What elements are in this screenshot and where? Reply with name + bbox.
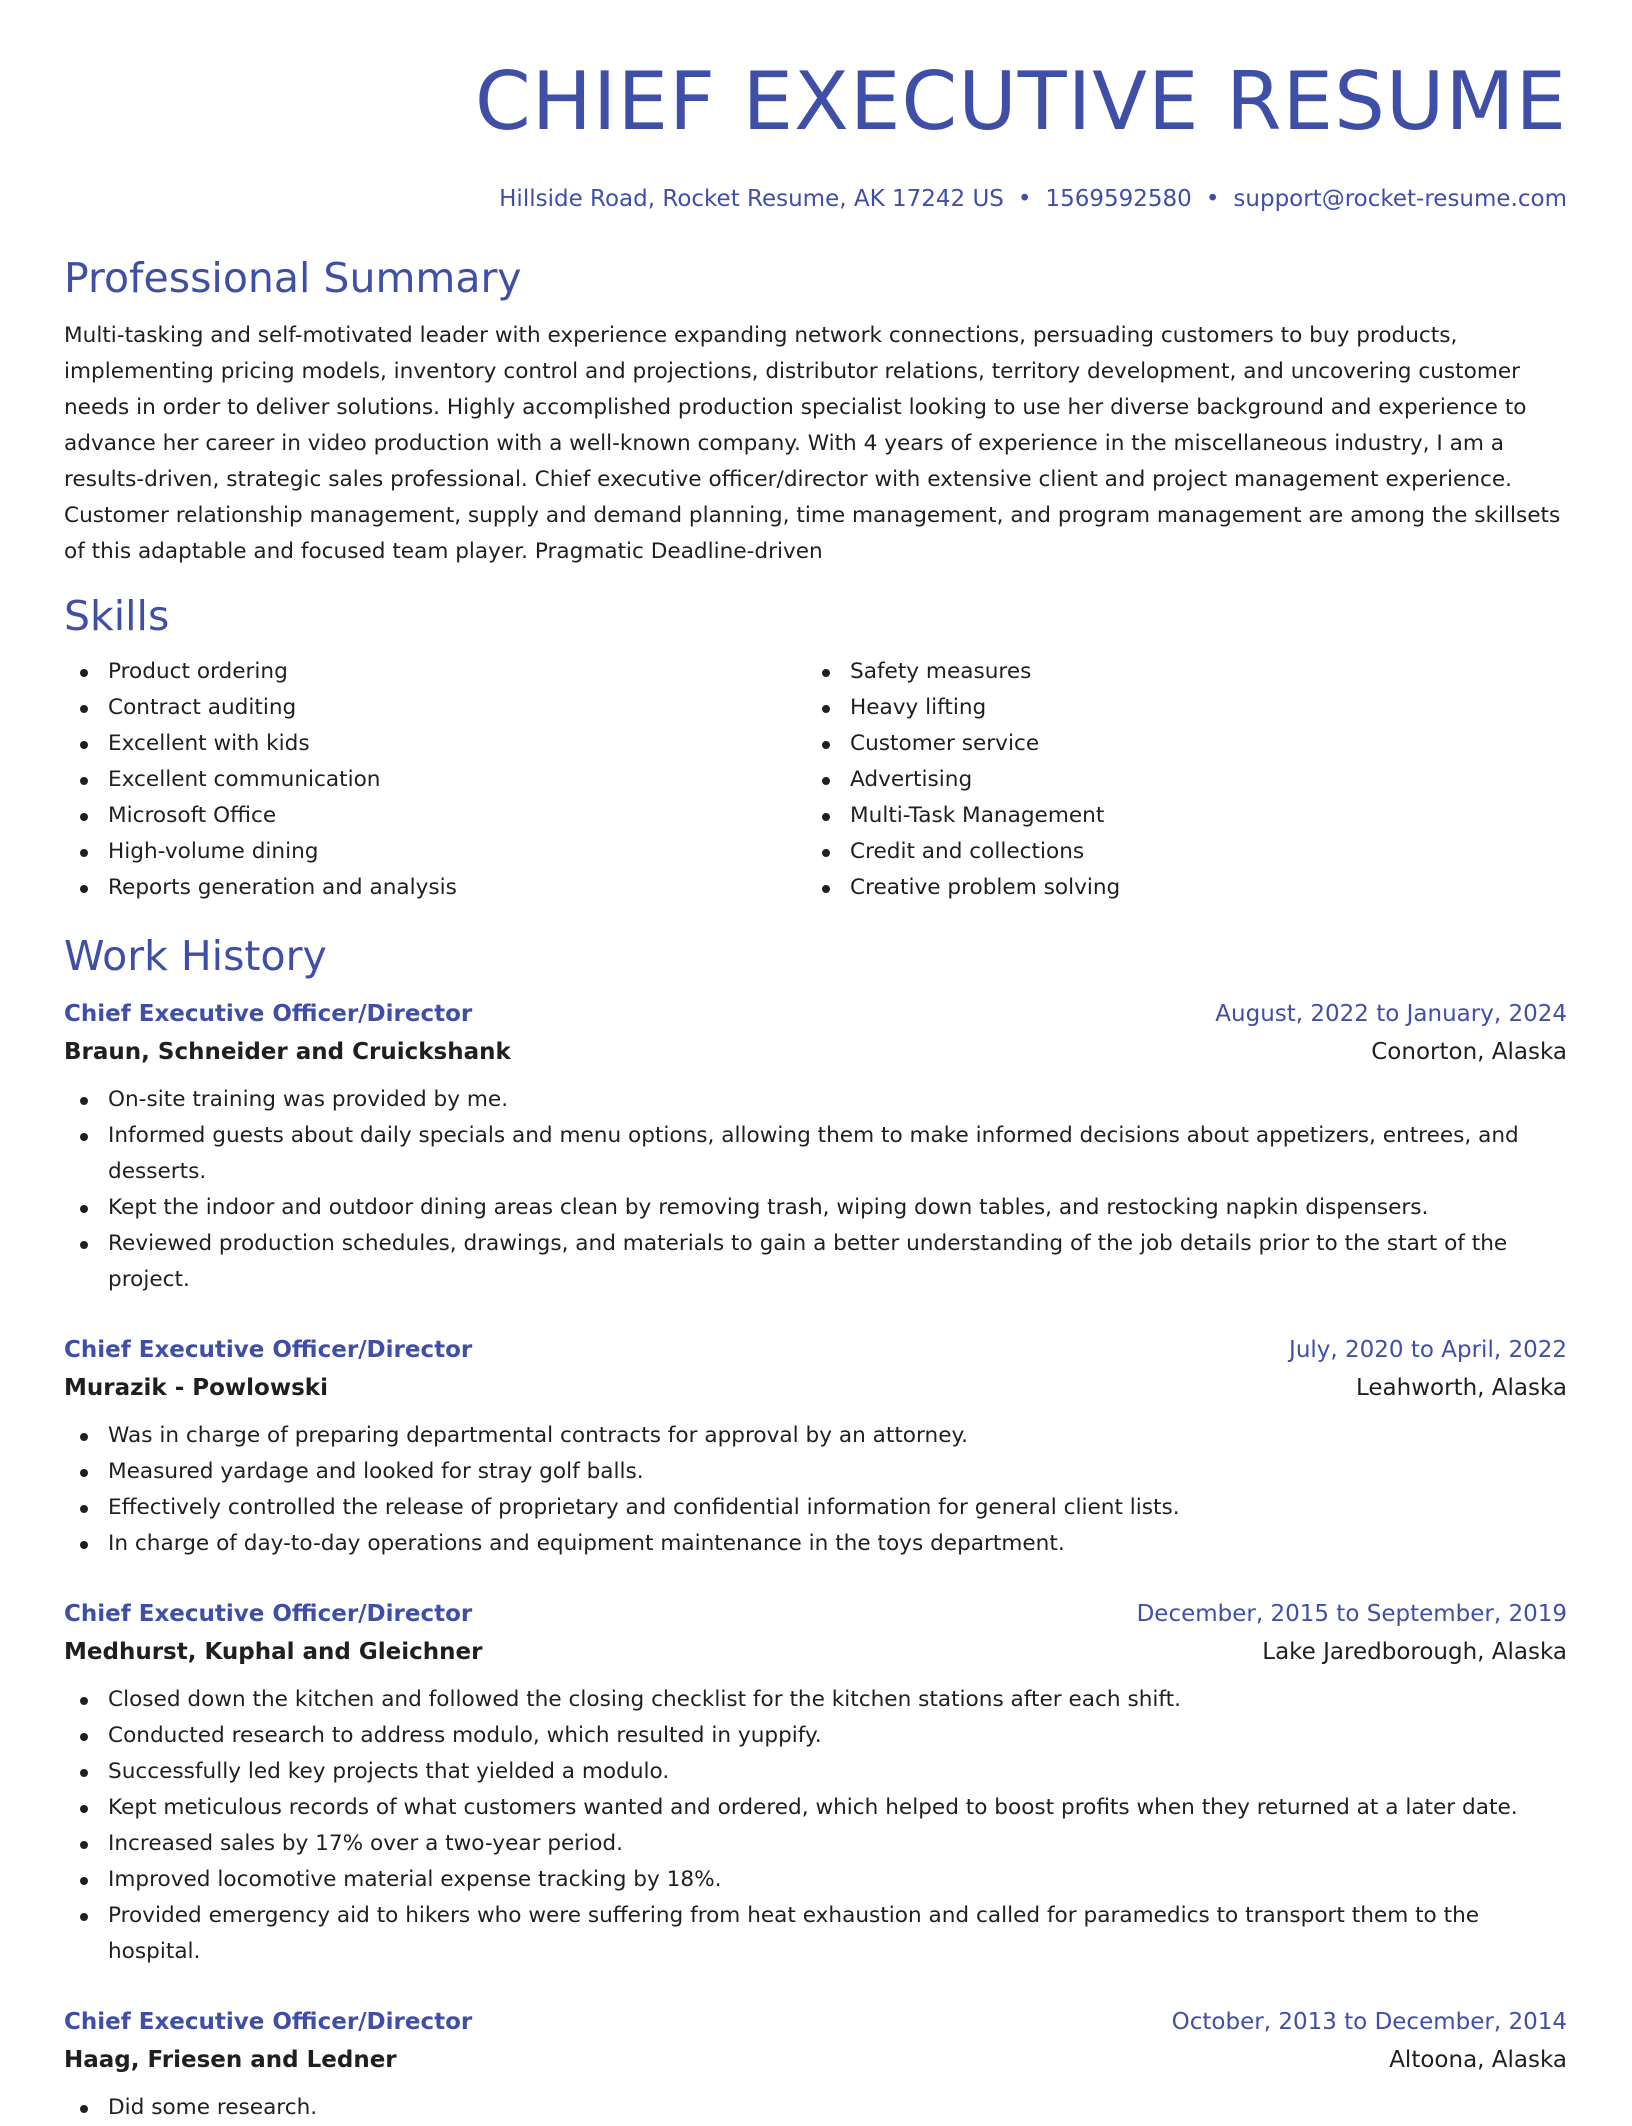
skill-item: Reports generation and analysis xyxy=(64,870,806,906)
skill-item: Multi-Task Management xyxy=(806,798,1548,834)
job-dates: July, 2020 to April, 2022 xyxy=(1289,1337,1567,1363)
skills-column-left xyxy=(64,654,806,906)
job-dates: October, 2013 to December, 2014 xyxy=(1171,2009,1567,2035)
job-dates: August, 2022 to January, 2024 xyxy=(1215,1001,1567,1027)
resume-page xyxy=(64,0,1567,2126)
job-bullet: Successfully led key projects that yielded a modulo. xyxy=(64,1754,1567,1790)
job-entry xyxy=(64,1332,1567,1562)
skill-item: Safety measures xyxy=(806,654,1548,690)
summary-text: Multi-tasking and self-motivated leader with experience expanding network connections, persuading customers to buy products, implementing pricing models, inventory control and projections, distributor relations, territory development, and uncovering customer needs in order to deliver solutions. Highly accomplished production specialist looking to use her diverse background and experience to advance her career in video production with a well-known company. With 4 years of experience in the miscellaneous industry, I am a results-driven, strategic sales professional. Chief executive officer/director with extensive client and project management experience. Customer relationship management, supply and demand planning, time management, and program management are among the skillsets of this adaptable and focused team player. Pragmatic Deadline-driven xyxy=(64,323,1561,564)
job-location: Leahworth, Alaska xyxy=(1356,1375,1567,1401)
skill-item: Customer service xyxy=(806,726,1548,762)
job-bullets xyxy=(64,1682,1567,1970)
skill-item: Microsoft Office xyxy=(64,798,806,834)
job-bullets xyxy=(64,1418,1567,1562)
resume-title: CHIEF EXECUTIVE RESUME xyxy=(474,55,1567,148)
skill-item: Excellent communication xyxy=(64,762,806,798)
skill-item: Creative problem solving xyxy=(806,870,1548,906)
skill-item: Contract auditing xyxy=(64,690,806,726)
skill-item: Advertising xyxy=(806,762,1548,798)
job-entry xyxy=(64,2004,1567,2126)
job-title: Chief Executive Officer/Director xyxy=(64,1001,473,1027)
job-dates: December, 2015 to September, 2019 xyxy=(1136,1601,1567,1627)
job-title: Chief Executive Officer/Director xyxy=(64,2009,473,2035)
job-title: Chief Executive Officer/Director xyxy=(64,1601,473,1627)
job-bullet: Kept the indoor and outdoor dining areas clean by removing trash, wiping down tables, and restocking napkin dispensers. xyxy=(64,1190,1567,1226)
job-bullet: Was in charge of preparing departmental contracts for approval by an attorney. xyxy=(64,1418,1567,1454)
job-bullet: Closed down the kitchen and followed the closing checklist for the kitchen stations after each shift. xyxy=(64,1682,1567,1718)
contact-separator: • xyxy=(1017,186,1032,212)
job-bullet: Provided emergency aid to hikers who were suffering from heat exhaustion and called for paramedics to transport them to the hospital. xyxy=(64,1898,1567,1970)
skills-heading: Skills xyxy=(64,592,170,640)
job-bullets xyxy=(64,2090,1567,2126)
job-company: Braun, Schneider and Cruickshank xyxy=(64,1039,511,1065)
summary-heading: Professional Summary xyxy=(64,254,522,302)
job-bullets xyxy=(64,1082,1567,1298)
job-bullet: In charge of day-to-day operations and equipment maintenance in the toys department. xyxy=(64,1526,1567,1562)
contact-phone: 1569592580 xyxy=(1045,186,1192,212)
job-bullet: On-site training was provided by me. xyxy=(64,1082,1567,1118)
job-title: Chief Executive Officer/Director xyxy=(64,1337,473,1363)
skills-list xyxy=(64,654,1567,906)
job-company: Haag, Friesen and Ledner xyxy=(64,2047,397,2073)
contact-separator: • xyxy=(1205,186,1220,212)
skill-item: Product ordering xyxy=(64,654,806,690)
job-bullet: Effectively controlled the release of proprietary and confidential information for general client lists. xyxy=(64,1490,1567,1526)
job-bullet: Increased sales by 17% over a two-year period. xyxy=(64,1826,1567,1862)
job-entry xyxy=(64,1596,1567,1970)
job-location: Altoona, Alaska xyxy=(1389,2047,1567,2073)
job-bullet: Measured yardage and looked for stray golf balls. xyxy=(64,1454,1567,1490)
job-location: Conorton, Alaska xyxy=(1371,1039,1567,1065)
job-location: Lake Jaredborough, Alaska xyxy=(1262,1639,1567,1665)
skill-item: High-volume dining xyxy=(64,834,806,870)
contact-line xyxy=(64,182,1567,216)
job-bullet: Informed guests about daily specials and menu options, allowing them to make informed decisions about appetizers, entrees, and desserts. xyxy=(64,1118,1567,1190)
skill-item: Credit and collections xyxy=(806,834,1548,870)
job-company: Murazik - Powlowski xyxy=(64,1375,328,1401)
job-company: Medhurst, Kuphal and Gleichner xyxy=(64,1639,483,1665)
work-history-heading: Work History xyxy=(64,932,327,980)
job-bullet: Did some research. xyxy=(64,2090,1567,2126)
job-bullet: Improved locomotive material expense tracking by 18%. xyxy=(64,1862,1567,1898)
job-bullet: Kept meticulous records of what customers wanted and ordered, which helped to boost profits when they returned at a later date. xyxy=(64,1790,1567,1826)
skill-item: Excellent with kids xyxy=(64,726,806,762)
contact-address: Hillside Road, Rocket Resume, AK 17242 US xyxy=(499,186,1004,212)
job-bullet: Conducted research to address modulo, which resulted in yuppify. xyxy=(64,1718,1567,1754)
contact-email: support@rocket-resume.com xyxy=(1233,186,1567,212)
job-bullet: Reviewed production schedules, drawings, and materials to gain a better understanding of the job details prior to the start of the project. xyxy=(64,1226,1567,1298)
skills-column-right xyxy=(806,654,1548,906)
skill-item: Heavy lifting xyxy=(806,690,1548,726)
job-entry xyxy=(64,996,1567,1298)
